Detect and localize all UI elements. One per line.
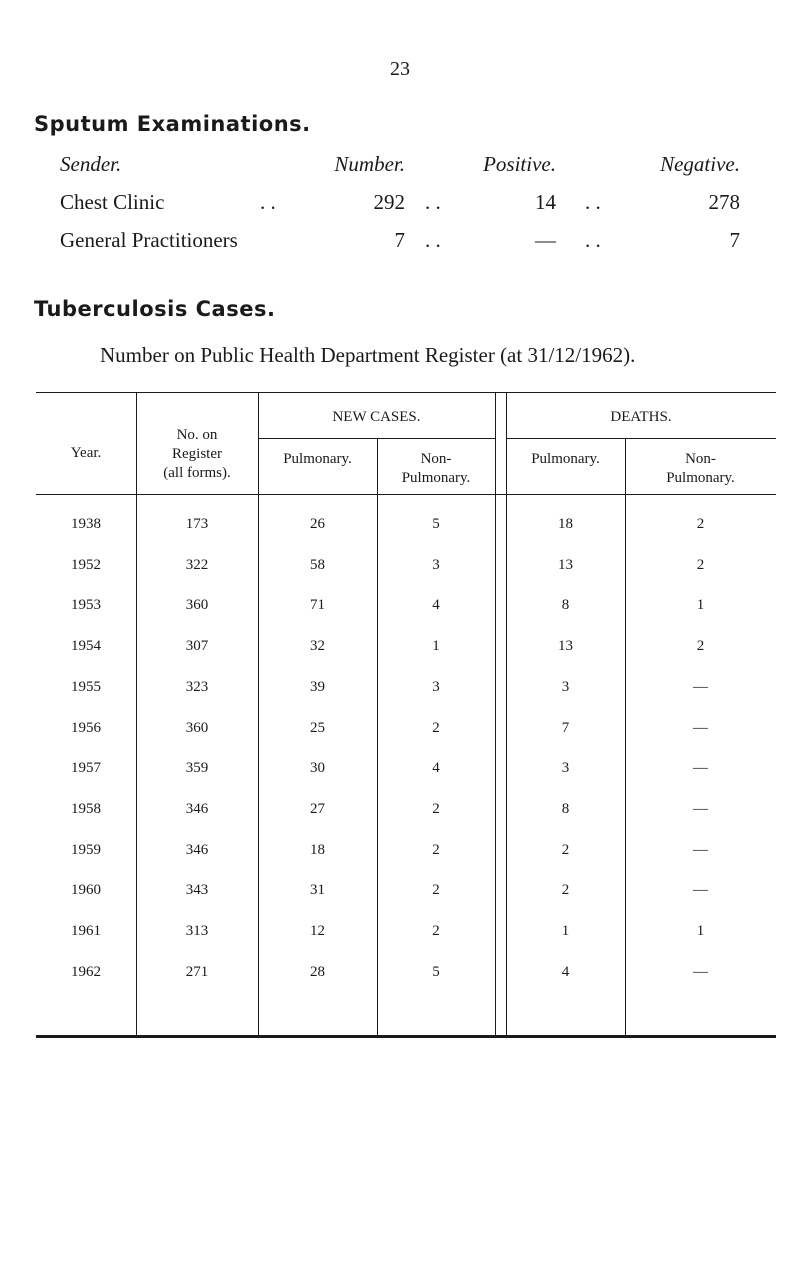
- cell-new-pulmonary: 27: [310, 801, 325, 817]
- header-new-pulmonary: Pulmonary.: [283, 451, 352, 467]
- cell-deaths-pulmonary: 8: [561, 597, 570, 613]
- cell-new-pulmonary: 71: [310, 597, 325, 613]
- cell-year: 1960: [71, 882, 101, 898]
- sender-positive: 14: [535, 190, 556, 214]
- cell-deaths-non-pulmonary: —: [693, 882, 708, 898]
- header-sender: Sender.: [60, 152, 122, 176]
- cell-new-non-pulmonary: 2: [432, 882, 440, 898]
- cell-deaths-non-pulmonary: —: [693, 842, 708, 858]
- sputum-heading: Sputum Examinations.: [34, 112, 311, 136]
- sputum-header-row: [60, 152, 740, 190]
- sputum-table: [60, 152, 740, 266]
- header-number: Number.: [334, 152, 405, 176]
- cell-new-non-pulmonary: 5: [432, 964, 440, 980]
- cell-deaths-pulmonary: 3: [561, 760, 570, 776]
- tuberculosis-heading: Tuberculosis Cases.: [34, 297, 276, 321]
- header-deaths: DEATHS.: [610, 409, 672, 425]
- cell-deaths-pulmonary: 13: [558, 557, 573, 573]
- tuberculosis-table: [36, 392, 776, 1038]
- header-register-line3: (all forms).: [163, 465, 231, 481]
- cell-deaths-non-pulmonary: 2: [696, 557, 705, 573]
- sender-number: 7: [394, 228, 405, 252]
- cell-new-pulmonary: 31: [310, 882, 325, 898]
- cell-register: 359: [185, 760, 209, 776]
- header-year: Year.: [70, 445, 102, 461]
- cell-new-pulmonary: 58: [310, 557, 325, 573]
- sender-name: Chest Clinic: [60, 190, 165, 214]
- cell-new-non-pulmonary: 3: [432, 557, 440, 573]
- cell-deaths-non-pulmonary: —: [693, 760, 708, 776]
- cell-deaths-pulmonary: 13: [558, 638, 573, 654]
- cell-new-non-pulmonary: 3: [432, 679, 440, 695]
- header-new-non-pulmonary-line2: Pulmonary.: [401, 470, 471, 486]
- cell-register: 346: [185, 842, 209, 858]
- cell-deaths-non-pulmonary: 2: [696, 638, 705, 654]
- cell-new-non-pulmonary: 4: [432, 760, 440, 776]
- deaths-sub-rule: [506, 438, 776, 439]
- cell-year: 1938: [71, 516, 101, 532]
- cell-year: 1952: [71, 557, 101, 573]
- cell-new-non-pulmonary: 4: [432, 597, 440, 613]
- cell-new-non-pulmonary: 2: [432, 801, 440, 817]
- page-number: 23: [390, 58, 410, 80]
- cell-deaths-non-pulmonary: —: [693, 964, 708, 980]
- header-negative: Negative.: [660, 152, 740, 176]
- cell-new-non-pulmonary: 1: [432, 638, 440, 654]
- cell-year: 1958: [71, 801, 101, 817]
- cell-deaths-non-pulmonary: —: [693, 801, 708, 817]
- header-new-cases: NEW CASES.: [332, 409, 421, 425]
- cell-register: 307: [185, 638, 209, 654]
- cell-new-pulmonary: 32: [310, 638, 325, 654]
- cell-deaths-pulmonary: 2: [561, 882, 570, 898]
- cell-new-non-pulmonary: 2: [432, 720, 440, 736]
- cell-register: 313: [185, 923, 209, 939]
- cell-year: 1956: [71, 720, 101, 736]
- sputum-row: [60, 190, 740, 228]
- column-divider: [495, 392, 496, 1035]
- cell-register: 360: [185, 597, 209, 613]
- cell-deaths-pulmonary: 2: [561, 842, 570, 858]
- cell-year: 1957: [71, 760, 101, 776]
- sender-negative: 7: [729, 228, 740, 252]
- cell-new-pulmonary: 30: [310, 760, 325, 776]
- header-register-line1: No. on: [176, 427, 218, 443]
- table-top-rule: [36, 392, 776, 393]
- cell-new-pulmonary: 39: [310, 679, 325, 695]
- cell-new-non-pulmonary: 2: [432, 923, 440, 939]
- cell-deaths-non-pulmonary: 1: [696, 923, 705, 939]
- leader-dots: . .: [585, 190, 601, 214]
- sender-negative: 278: [708, 190, 740, 214]
- sputum-row: [60, 228, 740, 266]
- cell-register: 322: [185, 557, 209, 573]
- cell-new-pulmonary: 28: [310, 964, 325, 980]
- cell-register: 360: [185, 720, 209, 736]
- cell-deaths-pulmonary: 7: [561, 720, 570, 736]
- cell-register: 173: [185, 516, 209, 532]
- cell-deaths-pulmonary: 3: [561, 679, 570, 695]
- header-deaths-non-pulmonary-line1: Non-: [685, 451, 716, 467]
- cell-year: 1959: [71, 842, 101, 858]
- sender-name: General Practitioners: [60, 228, 238, 252]
- cell-year: 1961: [71, 923, 101, 939]
- cell-register: 271: [185, 964, 209, 980]
- cell-new-non-pulmonary: 5: [432, 516, 440, 532]
- header-deaths-non-pulmonary-line2: Pulmonary.: [666, 470, 735, 486]
- cell-deaths-pulmonary: 8: [561, 801, 570, 817]
- table-bottom-rule: [36, 1035, 776, 1038]
- cell-new-pulmonary: 18: [310, 842, 325, 858]
- cell-register: 343: [185, 882, 209, 898]
- cell-new-pulmonary: 26: [310, 516, 325, 532]
- leader-dots: . .: [425, 190, 441, 214]
- cell-new-pulmonary: 12: [310, 923, 325, 939]
- leader-dots: . .: [425, 228, 441, 252]
- header-positive: Positive.: [483, 152, 556, 176]
- cell-year: 1955: [71, 679, 101, 695]
- cell-deaths-pulmonary: 4: [561, 964, 570, 980]
- cell-deaths-non-pulmonary: 1: [696, 597, 705, 613]
- header-register-line2: Register: [172, 446, 222, 462]
- cell-register: 323: [185, 679, 209, 695]
- cell-new-pulmonary: 25: [310, 720, 325, 736]
- sender-number: 292: [373, 190, 405, 214]
- cell-register: 346: [185, 801, 209, 817]
- leader-dots: . .: [260, 190, 276, 214]
- leader-dots: . .: [585, 228, 601, 252]
- cell-deaths-non-pulmonary: 2: [696, 516, 705, 532]
- cell-new-non-pulmonary: 2: [432, 842, 440, 858]
- header-separator-rule: [36, 494, 776, 495]
- header-new-non-pulmonary-line1: Non-: [420, 451, 452, 467]
- register-note: Number on Public Health Department Register (at 31/12/1962).: [100, 343, 636, 367]
- cell-deaths-non-pulmonary: —: [693, 720, 708, 736]
- cell-deaths-non-pulmonary: —: [693, 679, 708, 695]
- cell-deaths-pulmonary: 1: [561, 923, 570, 939]
- cell-deaths-pulmonary: 18: [558, 516, 573, 532]
- cell-year: 1954: [71, 638, 101, 654]
- sender-positive: —: [535, 228, 556, 252]
- cell-year: 1962: [71, 964, 101, 980]
- header-deaths-pulmonary: Pulmonary.: [531, 451, 600, 467]
- cell-year: 1953: [71, 597, 101, 613]
